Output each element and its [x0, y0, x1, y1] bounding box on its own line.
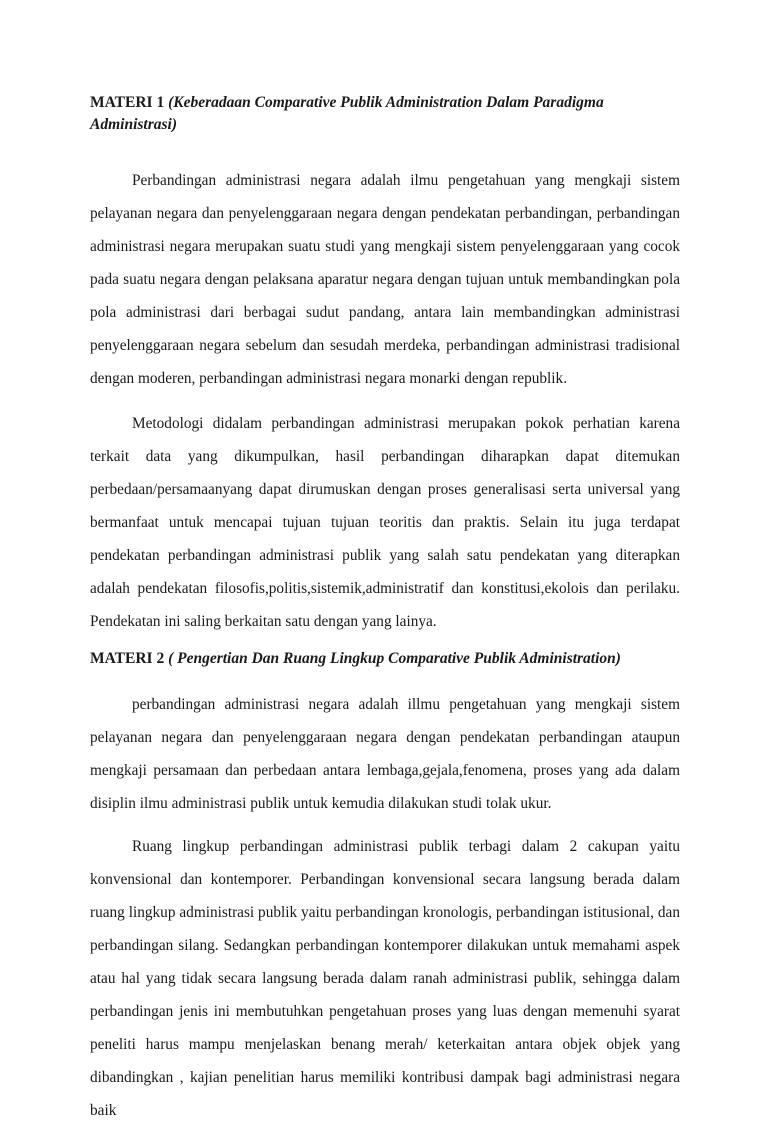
section-subtitle: ( Pengertian Dan Ruang Lingkup Comparative Publik Administration) — [168, 650, 621, 667]
section-subtitle: (Keberadaan Comparative Publik Administration Dalam Paradigma Administrasi) — [90, 94, 604, 133]
section-label: MATERI 2 — [90, 650, 165, 667]
section-heading-materi-2 — [90, 648, 680, 670]
section-label: MATERI 1 — [90, 94, 165, 111]
section-heading-materi-1 — [90, 92, 680, 136]
paragraph: Metodologi didalam perbandingan administrasi merupakan pokok perhatian karena terkait data yang dikumpulkan, hasil perbandingan diharapkan dapat ditemukan perbedaan/persamaanyang dapat dirumuskan dengan proses generalisasi serta universal yang bermanfaat untuk mencapai tujuan tujuan teoritis dan praktis. Selain itu juga terdapat pendekatan perbandingan administrasi publik yang salah satu pendekatan yang diterapkan adalah pendekatan filosofis,politis,sistemik,administratif dan konstitusi,ekolois dan perilaku. Pendekatan ini saling berkaitan satu dengan yang lainya. — [90, 415, 680, 630]
paragraph: Perbandingan administrasi negara adalah ilmu pengetahuan yang mengkaji sistem pelayanan negara dan penyelenggaraan negara dengan pendekatan perbandingan, perbandingan administrasi negara merupakan suatu studi yang mengkaji sistem penyelenggaraan yang cocok pada suatu negara dengan pelaksana aparatur negara dengan tujuan untuk membandingkan pola pola administrasi dari berbagai sudut pandang, antara lain membandingkan administrasi penyelenggaraan negara sebelum dan sesudah merdeka, perbandingan administrasi tradisional dengan moderen, perbandingan administrasi negara monarki dengan republik. — [90, 172, 680, 387]
paragraph: perbandingan administrasi negara adalah illmu pengetahuan yang mengkaji sistem pelayanan negara dan penyelenggaraan negara dengan pendekatan perbandingan ataupun mengkaji persamaan dan perbedaan antara lembaga,gejala,fenomena, proses yang ada dalam disiplin ilmu administrasi publik untuk kemudia dilakukan studi tolak ukur. — [90, 696, 680, 812]
document-body — [90, 90, 680, 1137]
paragraph: Ruang lingkup perbandingan administrasi publik terbagi dalam 2 cakupan yaitu konvensional dan kontemporer. Perbandingan konvensional secara langsung berada dalam ruang lingkup administrasi publik yaitu perbandingan kronologis, perbandingan istitusional, dan perbandingan silang. Sedangkan perbandingan kontemporer dilakukan untuk memahami aspek atau hal yang tidak secara langsung berada dalam ranah administrasi publik, sehingga dalam perbandingan jenis ini membutuhkan pengetahuan proses yang luas dengan memenuhi syarat peneliti harus mampu menjelaskan benang merah/ keterkaitan antara objek objek yang dibandingkan , kajian penelitian harus memiliki kontribusi dampak bagi administrasi negara baik — [90, 838, 680, 1119]
